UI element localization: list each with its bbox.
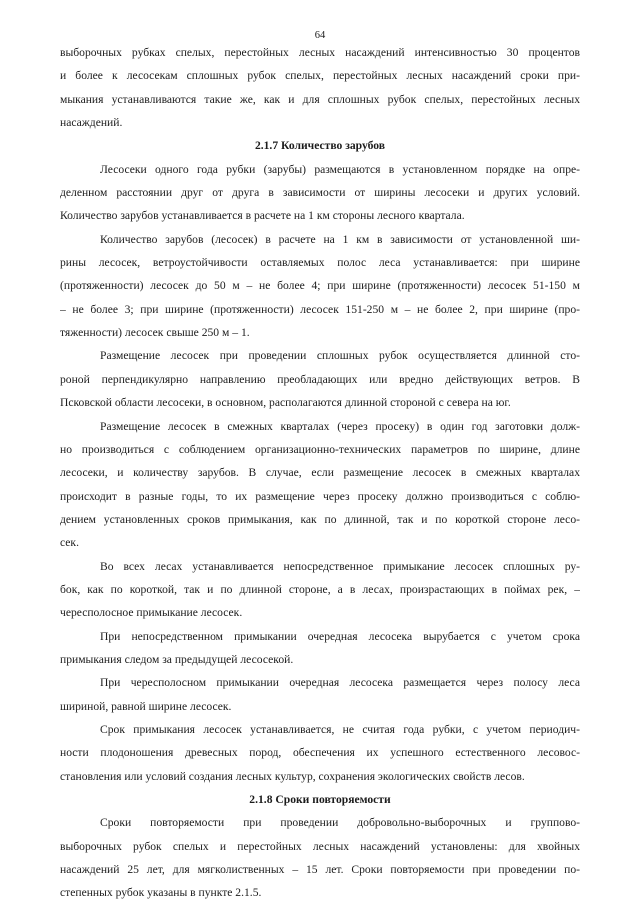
text-line: рины лесосек, ветроустойчивости оставляемых полос леса устанавливается: при ширине xyxy=(60,256,580,270)
text-line: Псковской области лесосеки, в основном, располагаются длинной стороной с севера на юг. xyxy=(60,396,511,410)
text-line: происходит в разные годы, то их размещение через просеку должно производиться с соблю- xyxy=(60,489,580,503)
text-line: Лесосеки одного года рубки (зарубы) размещаются в установленном порядке на опре- xyxy=(100,162,580,176)
text-line: Во всех лесах устанавливается непосредственное примыкание лесосек сплошных ру- xyxy=(100,559,580,573)
text-line: примыкания следом за предыдущей лесосекой. xyxy=(60,652,294,666)
text-line: (протяженности) лесосек до 50 м – не более 4; при ширине (протяженности) лесосек 51-150 м xyxy=(60,279,580,293)
text-line: лесосеки, и количеству зарубов. В случае, если размещение лесосек в смежных кварталах xyxy=(60,466,580,480)
text-line: сек. xyxy=(60,536,79,550)
text-line: Количество зарубов (лесосек) в расчете на 1 км в зависимости от установленной ши- xyxy=(100,232,580,246)
text-line: чересполосное примыкание лесосек. xyxy=(60,606,243,620)
text-line: шириной, равной ширине лесосек. xyxy=(60,699,232,713)
text-line: Количество зарубов устанавливается в расчете на 1 км стороны лесного квартала. xyxy=(60,209,465,223)
text-line: Сроки повторяемости при проведении добровольно-выборочных и группово- xyxy=(100,816,580,830)
text-line: и более к лесосекам сплошных рубок спелых, перестойных лесных насаждений сроки при- xyxy=(60,69,580,83)
text-line: Срок примыкания лесосек устанавливается, не считая года рубки, с учетом периодич- xyxy=(100,722,580,736)
text-line: Размещение лесосек в смежных кварталах (через просеку) в один год заготовки долж- xyxy=(100,419,580,433)
text-line: становления или условий создания лесных культур, сохранения экологических свойств лесов. xyxy=(60,769,525,783)
document-body xyxy=(60,41,580,905)
text-line: ности плодоношения древесных пород, обеспечения их успешного естественного лесовос- xyxy=(60,746,580,760)
text-line: дением установленных сроков примыкания, как по длинной, так и по короткой стороне лесо- xyxy=(60,512,580,526)
text-line: роной перпендикулярно направлению преобладающих или вредно действующих ветров. В xyxy=(60,372,580,386)
page-number: 64 xyxy=(314,30,326,41)
text-line: насаждений 25 лет, для мягколиственных – 15 лет. Сроки повторяемости при проведении по- xyxy=(60,863,580,877)
section-heading: 2.1.8 Сроки повторяемости xyxy=(249,793,391,806)
text-line: мыкания устанавливаются такие же, как и для сплошных рубок спелых, перестойных лесных xyxy=(60,92,580,106)
text-line: насаждений. xyxy=(60,116,123,130)
text-line: деленном расстоянии друг от друга в зависимости от ширины лесосеки и других условий. xyxy=(60,186,580,200)
text-line: выборочных рубках спелых, перестойных лесных насаждений интенсивностью 30 процентов xyxy=(60,46,580,59)
text-line: выборочных рубок спелых и перестойных лесных насаждений установлены: для хвойных xyxy=(60,839,580,853)
text-line: бок, как по короткой, так и по длинной стороне, а в лесах, произрастающих в поймах рек, – xyxy=(60,582,580,596)
text-line: При чересполосном примыкании очередная лесосека размещается через полосу леса xyxy=(100,676,580,690)
text-line: степенных рубок указаны в пункте 2.1.5. xyxy=(60,886,262,900)
section-heading: 2.1.7 Количество зарубов xyxy=(254,139,386,153)
text-line: – не более 3; при ширине (протяженности) лесосек 151-250 м – не более 2, при ширине (про- xyxy=(60,302,580,316)
text-line: При непосредственном примыкании очередная лесосека вырубается с учетом срока xyxy=(100,629,580,643)
text-line: тяженности) лесосек свыше 250 м – 1. xyxy=(60,326,250,340)
text-line: Размещение лесосек при проведении сплошных рубок осуществляется длинной сто- xyxy=(100,349,580,363)
text-line: но производиться с соблюдением организационно-технических параметров по ширине, длине xyxy=(60,442,580,456)
